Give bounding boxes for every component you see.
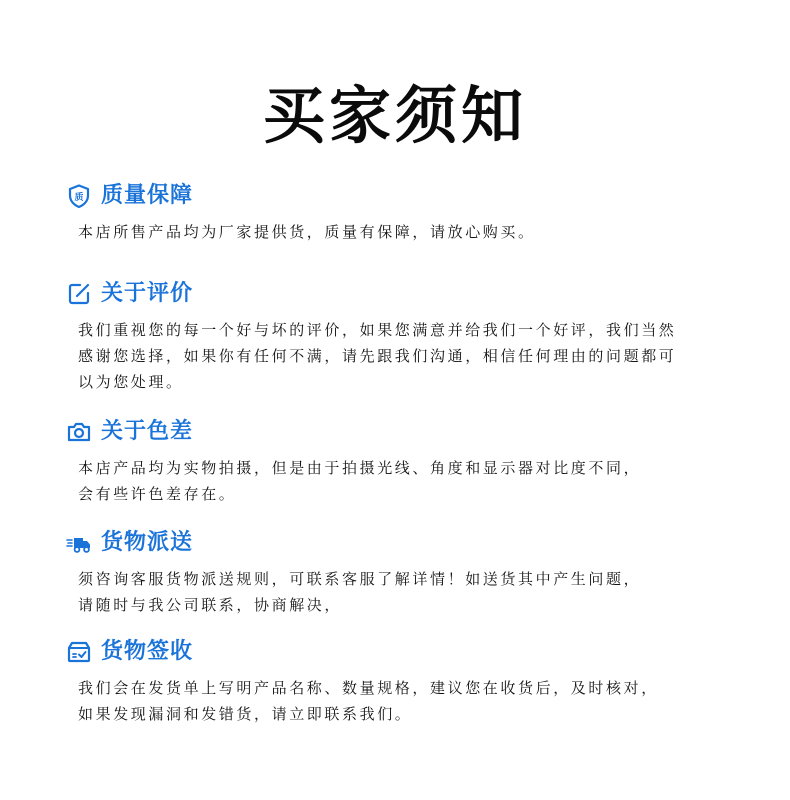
section-heading: 关于色差 <box>101 419 194 444</box>
section-header <box>66 181 746 211</box>
section-receipt <box>66 637 746 727</box>
section-heading: 质量保障 <box>101 183 194 208</box>
section-delivery <box>66 528 746 618</box>
section-quality <box>66 181 746 245</box>
section-body <box>78 675 746 727</box>
body-line: 以为您处理。 <box>78 373 184 391</box>
section-heading: 货物签收 <box>101 639 194 664</box>
section-body <box>78 317 746 395</box>
section-heading: 货物派送 <box>101 530 194 555</box>
body-line: 我们会在发货单上写明产品名称、数量规格，建议您在收货后，及时核对， <box>78 679 659 697</box>
section-body <box>78 219 746 245</box>
body-line: 本店产品均为实物拍摄，但是由于拍摄光线、角度和显示器对比度不同， <box>78 459 642 477</box>
body-line: 会有些许色差存在。 <box>78 485 237 503</box>
section-header <box>66 637 746 667</box>
section-header <box>66 279 746 309</box>
section-body <box>78 566 746 618</box>
svg-text:质: 质 <box>74 193 84 203</box>
section-heading: 关于评价 <box>101 281 194 306</box>
body-line: 本店所售产品均为厂家提供货，质量有保障，请放心购买。 <box>78 223 536 241</box>
body-line: 请随时与我公司联系，协商解决， <box>78 596 343 614</box>
section-color-difference <box>66 417 746 507</box>
camera-icon <box>66 419 92 445</box>
section-header <box>66 417 746 447</box>
body-line: 我们重视您的每一个好与坏的评价，如果您满意并给我们一个好评，我们当然 <box>78 321 677 339</box>
edit-review-icon <box>66 281 92 307</box>
section-review <box>66 279 746 395</box>
package-receipt-icon <box>66 639 92 665</box>
body-line: 感谢您选择，如果你有任何不满，请先跟我们沟通，相信任何理由的问题都可 <box>78 347 677 365</box>
shield-quality-icon <box>66 183 92 209</box>
body-line: 如果发现漏洞和发错货，请立即联系我们。 <box>78 705 413 723</box>
delivery-truck-icon <box>66 530 92 556</box>
page-title: 买家须知 <box>262 79 527 152</box>
section-body <box>78 455 746 507</box>
section-header <box>66 528 746 558</box>
body-line: 须咨询客服货物派送规则，可联系客服了解详情！如送货其中产生问题， <box>78 570 642 588</box>
